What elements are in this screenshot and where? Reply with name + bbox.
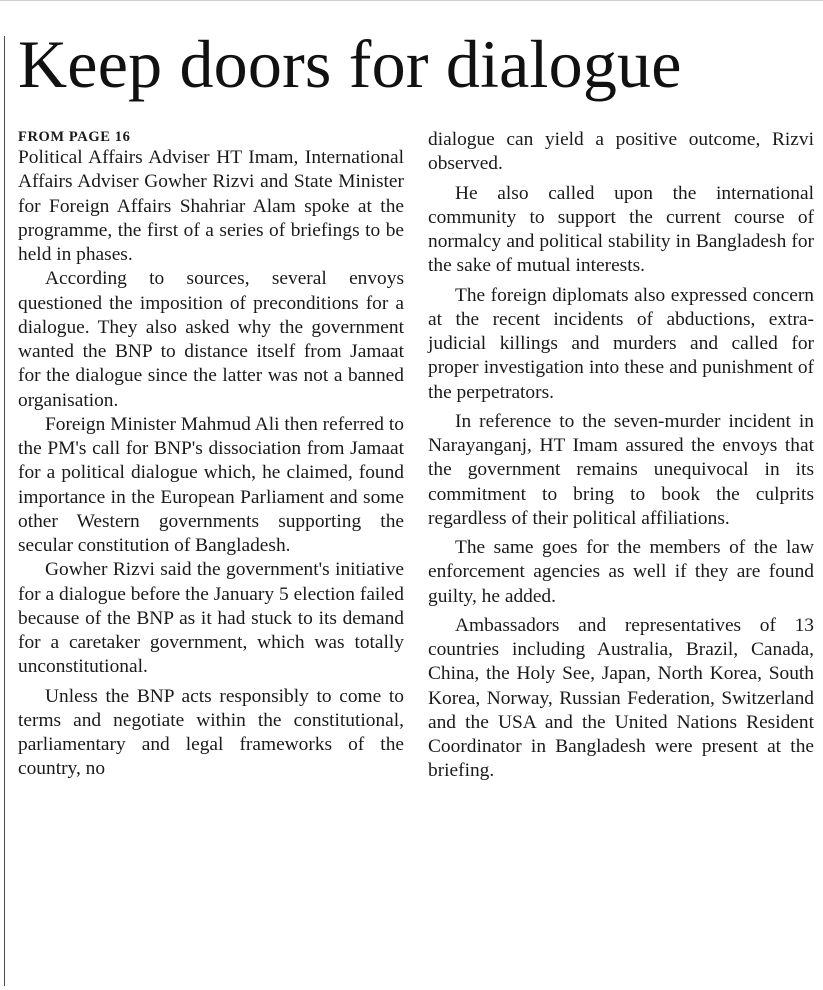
paragraph: dialogue can yield a positive outcome, Rizvi observed. (428, 129, 814, 175)
paragraph: The same goes for the members of the law enforcement agencies as well if they are found guilty, he added. (428, 537, 814, 607)
paragraph: He also called upon the international community to support the current course of normalcy and political stability in Bangladesh for the sake of mutual interests. (428, 182, 814, 277)
paragraph: Political Affairs Adviser HT Imam, International Affairs Adviser Gowher Rizvi and State Minister for Foreign Affairs Shahriar Alam spoke at the programme, the first of a series of briefings to be held in phases. (18, 147, 404, 265)
paragraph: Unless the BNP acts responsibly to come to terms and negotiate within the constitutional, parliamentary and legal frameworks of the country, no (18, 685, 404, 780)
paragraph: The foreign diplomats also expressed concern at the recent incidents of abductions, extra-judicial killings and murders and called for proper investigation into these and punishment of the perpetrators. (428, 284, 814, 403)
article-column-left (18, 128, 404, 782)
article-column-right (428, 128, 814, 784)
dateline: FROM PAGE 16 (18, 129, 131, 145)
paragraph: In reference to the seven-murder incident in Narayanganj, HT Imam assured the envoys that the government remains unequivocal in its commitment to bring to book the culprits regardless of their political affiliations. (428, 410, 814, 529)
headline: Keep doors for dialogue (18, 26, 682, 102)
top-border (0, 0, 823, 1)
paragraph: Foreign Minister Mahmud Ali then referred to the PM's call for BNP's dissociation from Jamaat for a political dialogue which, he claimed, found importance in the European Parliament and some other Western governments supporting the secular constitution of Bangladesh. (18, 413, 404, 556)
paragraph: Ambassadors and representatives of 13 countries including Australia, Brazil, Canada, China, the Holy See, Japan, North Korea, South Korea, Norway, Russian Federation, Switzerland and the USA and the United Nations Resident Coordinator in Bangladesh were present at the briefing. (428, 614, 814, 782)
paragraph: According to sources, several envoys questioned the imposition of preconditions for a dialogue. They also asked why the government wanted the BNP to distance itself from Jamaat for the dialogue since the latter was not a banned organisation. (18, 268, 404, 411)
column-rule-left (4, 36, 5, 986)
paragraph: Gowher Rizvi said the government's initiative for a dialogue before the January 5 election failed because of the BNP as it had stuck to its demand for a caretaker government, which was totally unconstitutional. (18, 559, 404, 678)
